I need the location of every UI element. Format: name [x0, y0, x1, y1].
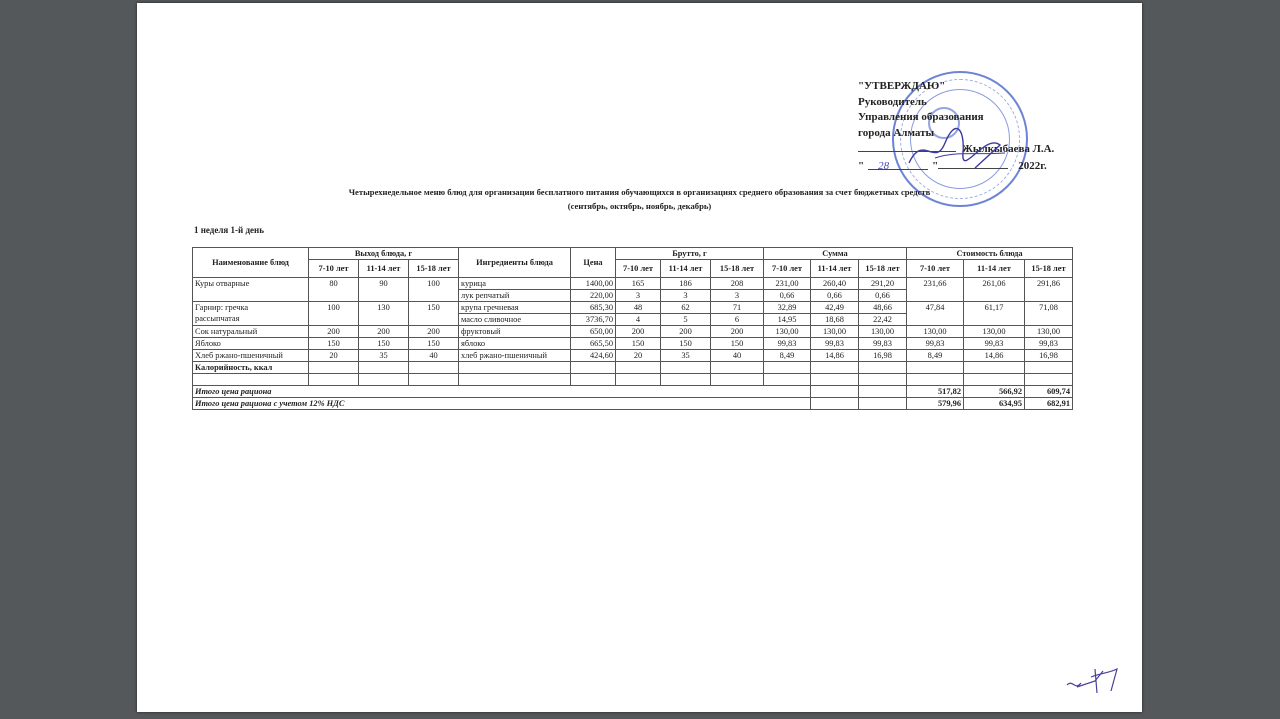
table-row — [193, 278, 1073, 290]
empty-cell — [764, 374, 811, 386]
dish-cost: 130,00 — [1025, 326, 1073, 338]
gross-value: 20 — [616, 350, 661, 362]
handwritten-signature-icon — [905, 123, 1015, 178]
dish-cost: 61,17 — [964, 302, 1025, 326]
sum-value: 99,83 — [859, 338, 907, 350]
yield-value: 150 — [359, 338, 409, 350]
sum-value: 231,00 — [764, 278, 811, 290]
yield-value: 150 — [409, 338, 459, 350]
menu-table — [192, 247, 1073, 410]
yield-value: 200 — [359, 326, 409, 338]
header-ingredients: Ингредиенты блюда — [459, 248, 571, 278]
approval-position: Руководитель — [858, 95, 927, 108]
dish-name — [193, 302, 309, 326]
yield-value: 130 — [359, 302, 409, 326]
dish-cost: 261,06 — [964, 278, 1025, 302]
gross-value: 3 — [616, 290, 661, 302]
ingredient-price: 424,60 — [571, 350, 616, 362]
sum-value: 14,95 — [764, 314, 811, 326]
ingredient-price: 685,30 — [571, 302, 616, 314]
dish-cost: 130,00 — [964, 326, 1025, 338]
approval-department: Управления образования — [858, 111, 984, 123]
gross-value: 200 — [661, 326, 711, 338]
sum-value: 14,86 — [811, 350, 859, 362]
empty-cell — [764, 362, 811, 374]
gross-value: 4 — [616, 314, 661, 326]
dish-name: Сок натуральный — [193, 326, 309, 338]
gross-value: 165 — [616, 278, 661, 290]
sum-value: 0,66 — [811, 290, 859, 302]
empty-cell — [1025, 374, 1073, 386]
empty-cell — [309, 362, 359, 374]
empty-cell — [661, 374, 711, 386]
sum-value: 130,00 — [764, 326, 811, 338]
gross-value: 62 — [661, 302, 711, 314]
date-close-quote: " — [932, 159, 939, 172]
sum-value: 99,83 — [811, 338, 859, 350]
header-age: 7-10 лет — [309, 260, 359, 278]
empty-cell — [409, 362, 459, 374]
empty-cell — [661, 362, 711, 374]
total-label: Итого цена рациона — [193, 386, 811, 398]
header-dish-name: Наименование блюд — [193, 248, 309, 278]
date-open-quote: " — [858, 159, 865, 172]
gross-value: 6 — [711, 314, 764, 326]
calories-row — [193, 362, 1073, 374]
dish-name: Яблоко — [193, 338, 309, 350]
yield-value: 40 — [409, 350, 459, 362]
sum-value: 260,40 — [811, 278, 859, 290]
sum-value: 0,66 — [764, 290, 811, 302]
approval-signer: Жылкыбаева Л.А. — [962, 143, 1055, 155]
empty-cell — [571, 374, 616, 386]
approval-city: города Алматы — [858, 126, 935, 139]
yield-value: 150 — [309, 338, 359, 350]
total-vat-value: 579,96 — [907, 398, 964, 410]
yield-value: 20 — [309, 350, 359, 362]
dish-cost: 291,86 — [1025, 278, 1073, 302]
dish-name: Куры отварные — [193, 278, 309, 302]
empty-cell — [616, 362, 661, 374]
sum-value: 99,83 — [764, 338, 811, 350]
empty-cell — [907, 362, 964, 374]
gross-value: 200 — [616, 326, 661, 338]
yield-value: 35 — [359, 350, 409, 362]
gross-value: 40 — [711, 350, 764, 362]
yield-value: 100 — [309, 302, 359, 326]
header-age: 11-14 лет — [964, 260, 1025, 278]
sum-value: 130,00 — [811, 326, 859, 338]
header-age: 7-10 лет — [616, 260, 661, 278]
ingredient-price: 650,00 — [571, 326, 616, 338]
header-age: 15-18 лет — [711, 260, 764, 278]
total-vat-value: 682,91 — [1025, 398, 1073, 410]
ingredient-name: лук репчатый — [459, 290, 571, 302]
gross-value: 48 — [616, 302, 661, 314]
calories-label: Калорийность, ккал — [193, 362, 309, 374]
gross-value: 186 — [661, 278, 711, 290]
sum-value: 16,98 — [859, 350, 907, 362]
page-initials-signature-icon — [1065, 663, 1121, 697]
ingredient-price: 1400,00 — [571, 278, 616, 290]
empty-cell — [964, 374, 1025, 386]
sum-value: 291,20 — [859, 278, 907, 290]
empty-cell — [459, 374, 571, 386]
empty-cell — [859, 362, 907, 374]
yield-value: 200 — [309, 326, 359, 338]
dish-cost: 99,83 — [1025, 338, 1073, 350]
dish-cost: 14,86 — [964, 350, 1025, 362]
yield-value: 150 — [409, 302, 459, 326]
header-dish-cost: Стоимость блюда — [907, 248, 1073, 260]
yield-value: 100 — [409, 278, 459, 302]
empty-cell — [571, 362, 616, 374]
total-row — [193, 386, 1073, 398]
total-value: 566,92 — [964, 386, 1025, 398]
table-row — [193, 350, 1073, 362]
gross-value: 150 — [711, 338, 764, 350]
sum-value: 18,68 — [811, 314, 859, 326]
empty-cell — [811, 362, 859, 374]
ingredient-name: крупа гречневая — [459, 302, 571, 314]
yield-value: 200 — [409, 326, 459, 338]
header-age: 11-14 лет — [811, 260, 859, 278]
dish-cost: 47,84 — [907, 302, 964, 326]
sum-value: 130,00 — [859, 326, 907, 338]
sum-value: 48,66 — [859, 302, 907, 314]
empty-cell — [811, 398, 859, 410]
header-age: 7-10 лет — [907, 260, 964, 278]
empty-cell — [711, 374, 764, 386]
empty-cell — [309, 374, 359, 386]
ingredient-name: масло сливочное — [459, 314, 571, 326]
table-row — [193, 326, 1073, 338]
gross-value: 150 — [661, 338, 711, 350]
empty-cell — [859, 386, 907, 398]
empty-cell — [1025, 362, 1073, 374]
dish-cost: 16,98 — [1025, 350, 1073, 362]
empty-cell — [359, 374, 409, 386]
header-age: 15-18 лет — [409, 260, 459, 278]
empty-cell — [811, 386, 859, 398]
header-age: 11-14 лет — [661, 260, 711, 278]
document-page — [137, 3, 1142, 712]
sum-value: 22,42 — [859, 314, 907, 326]
yield-value: 90 — [359, 278, 409, 302]
empty-row — [193, 374, 1073, 386]
ingredient-price: 665,50 — [571, 338, 616, 350]
document-subtitle: (сентябрь, октябрь, ноябрь, декабрь) — [567, 201, 712, 211]
dish-cost: 231,66 — [907, 278, 964, 302]
gross-value: 3 — [711, 290, 764, 302]
header-row-2 — [193, 260, 1073, 278]
header-age: 15-18 лет — [1025, 260, 1073, 278]
empty-cell — [459, 362, 571, 374]
empty-cell — [859, 374, 907, 386]
gross-value: 208 — [711, 278, 764, 290]
sum-value: 8,49 — [764, 350, 811, 362]
empty-cell — [964, 362, 1025, 374]
date-year: 2022г. — [1018, 159, 1047, 172]
ingredient-price: 3736,70 — [571, 314, 616, 326]
dish-name-line: Гарнир: гречка — [195, 303, 249, 312]
dish-cost: 71,08 — [1025, 302, 1073, 326]
sum-value: 42,49 — [811, 302, 859, 314]
week-day-label: 1 неделя 1-й день — [194, 225, 264, 235]
header-row-1 — [193, 248, 1073, 260]
date-day-value: 28 — [878, 159, 890, 172]
empty-cell — [811, 374, 859, 386]
sum-value: 32,89 — [764, 302, 811, 314]
table-row — [193, 302, 1073, 314]
yield-value: 80 — [309, 278, 359, 302]
total-vat-row — [193, 398, 1073, 410]
empty-cell — [359, 362, 409, 374]
dish-cost: 99,83 — [907, 338, 964, 350]
dish-name-line: рассыпчатая — [195, 314, 240, 323]
header-sum: Сумма — [764, 248, 907, 260]
approval-heading: "УТВЕРЖДАЮ" — [858, 80, 946, 92]
gross-value: 5 — [661, 314, 711, 326]
ingredient-price: 220,00 — [571, 290, 616, 302]
ingredient-name: курица — [459, 278, 571, 290]
empty-cell — [711, 362, 764, 374]
dish-name: Хлеб ржано-пшеничный — [193, 350, 309, 362]
document-title: Четырехнедельное меню блюд для организации бесплатного питания обучающихся в организациях среднего образования за счет бюджетных средств — [348, 187, 931, 197]
gross-value: 150 — [616, 338, 661, 350]
dish-cost: 99,83 — [964, 338, 1025, 350]
ingredient-name: фруктовый — [459, 326, 571, 338]
empty-cell — [859, 398, 907, 410]
dish-cost: 130,00 — [907, 326, 964, 338]
header-age: 7-10 лет — [764, 260, 811, 278]
sum-value: 0,66 — [859, 290, 907, 302]
empty-cell — [616, 374, 661, 386]
gross-value: 35 — [661, 350, 711, 362]
empty-cell — [193, 374, 309, 386]
gross-value: 3 — [661, 290, 711, 302]
header-gross: Брутто, г — [616, 248, 764, 260]
header-yield: Выход блюда, г — [309, 248, 459, 260]
total-vat-value: 634,95 — [964, 398, 1025, 410]
header-age: 11-14 лет — [359, 260, 409, 278]
gross-value: 200 — [711, 326, 764, 338]
table-row — [193, 338, 1073, 350]
total-value: 609,74 — [1025, 386, 1073, 398]
total-vat-label: Итого цена рациона с учетом 12% НДС — [193, 398, 811, 410]
header-price: Цена — [571, 248, 616, 278]
dish-cost: 8,49 — [907, 350, 964, 362]
empty-cell — [409, 374, 459, 386]
gross-value: 71 — [711, 302, 764, 314]
empty-cell — [907, 374, 964, 386]
header-age: 15-18 лет — [859, 260, 907, 278]
ingredient-name: яблоко — [459, 338, 571, 350]
ingredient-name: хлеб ржано-пшеничный — [459, 350, 571, 362]
total-value: 517,82 — [907, 386, 964, 398]
